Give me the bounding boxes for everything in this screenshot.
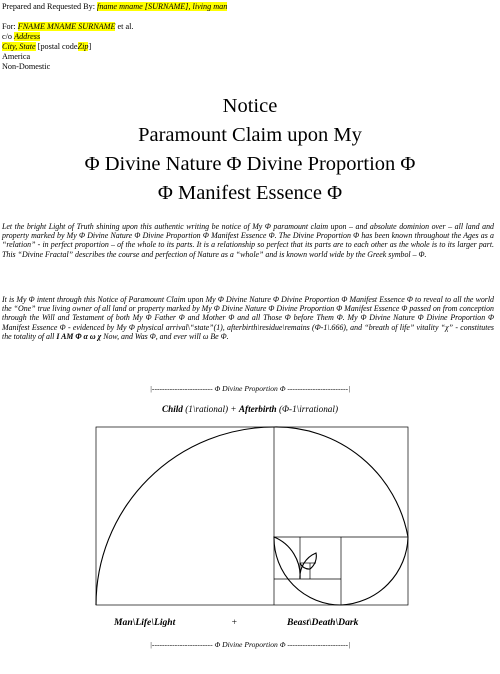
title-line-2: Paramount Claim upon My — [138, 124, 362, 146]
country-line: America — [2, 52, 31, 61]
caption-afterbirth: Afterbirth — [238, 404, 277, 414]
caption-child: Child — [161, 404, 183, 414]
postal-close: ] — [88, 42, 92, 51]
paragraph-intent-end: Now, and Was Φ, and ever will ω Be Φ. — [101, 331, 229, 341]
for-suffix: et al. — [117, 22, 134, 31]
paragraph-intent-text: It is My Φ intent through this Notice of Paramount Claim upon My Φ Divine Nature Φ Divine Proportion Φ Manifest Essence Φ to reveal to all the world the “One” true living owner of all land or property marked by My Φ Divine Nature Φ Divine Proportion Φ Manifest Essence Φ passed on from conception through the Will and Testament of both My Φ Father Φ and Mother Φ and all Those Φ before Them Φ. My Φ Divine Nature Φ Divine Proportion Φ Manifest Essence Φ - evidenced by My Φ physical arrival\“state”(1), afterbirth\residue\remains (Φ-1\.666), and “breath of life” vitality “χ” - constitutes the totality of all — [2, 295, 494, 341]
label-beast-death-dark: Beast\Death\Dark — [287, 617, 359, 628]
paragraph-intent-bold: I AM Φ α ω χ — [56, 331, 102, 341]
title-line-3: Φ Divine Nature Φ Divine Proportion Φ — [84, 153, 416, 175]
for-label: For: — [2, 22, 16, 31]
for-name: FNAME MNAME SURNAME — [17, 22, 116, 31]
label-man-life-light: Man\Life\Light — [114, 617, 176, 628]
prepared-label: Prepared and Requested By: — [2, 2, 95, 11]
title-line-1: Notice — [222, 95, 278, 117]
status-line: Non-Domestic — [2, 62, 51, 71]
divider-bottom: |------------------------ Φ Divine Proportion Φ ------------------------| — [149, 640, 351, 649]
golden-rectangles — [96, 427, 408, 605]
divider-top: |------------------------ Φ Divine Proportion Φ ------------------------| — [149, 384, 351, 393]
zip-field: Zip — [77, 42, 89, 51]
care-of-label: c/o — [2, 32, 13, 41]
paragraph-intro: Let the bright Light of Truth shining upon this authentic writing be notice of My Φ paramount claim upon – and absolute dominion over – all land and property marked by My Φ Divine Nature Φ Divine Proportion Φ Manifest Essence Φ. The Divine Proportion Φ has been known throughout the Ages as a “relation” - in perfect proportion – of the whole to its parts. It is a relationship so perfect that its parts are to each other as the whole is to its larger part. This “Divine Fractal” describes the course and perfection of Nature as a “whole” and is known world wide by the Greek symbol – Φ. — [2, 222, 494, 259]
outer-rectangle — [96, 427, 408, 605]
prepared-name: fname mname [SURNAME], living man — [97, 2, 228, 11]
postal-label: [postal code — [37, 42, 78, 51]
label-plus: + — [231, 617, 238, 628]
address-field: Address — [14, 32, 41, 41]
caption-irrational: (Φ-1\irrational) — [276, 404, 339, 414]
city-state-field: City, State — [2, 42, 36, 51]
title-line-4: Φ Manifest Essence Φ — [157, 182, 343, 204]
golden-spiral — [96, 427, 408, 605]
caption-rational: (1\rational) + — [182, 404, 239, 414]
